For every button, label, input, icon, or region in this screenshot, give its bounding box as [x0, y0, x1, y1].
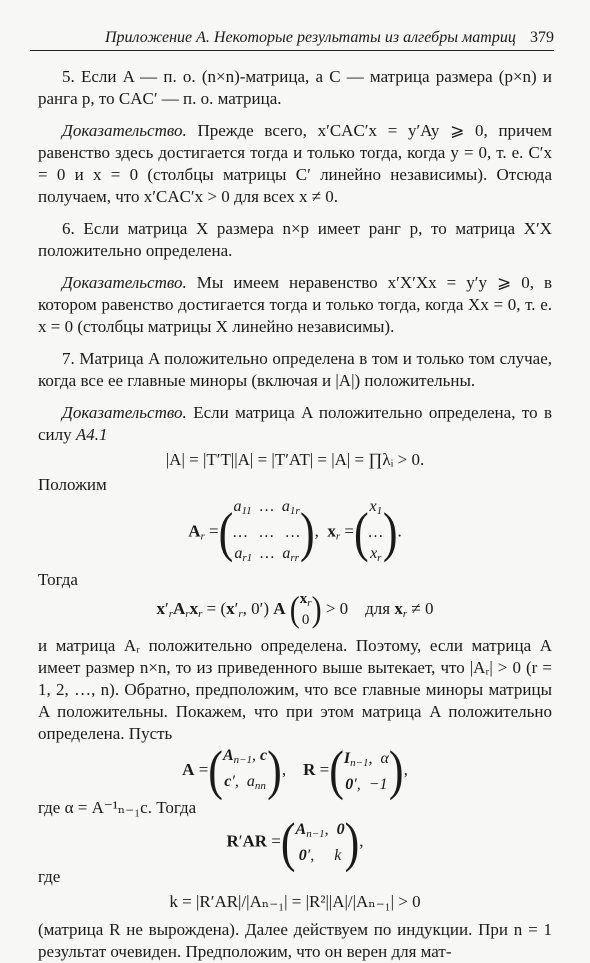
equation-quadratic-form: $x'_rA_rx_r = (x'_r$, 0′) A ($x_r$ 0) > 0 для $x_r \ne 0$ [156, 589, 434, 630]
where-2: где [38, 867, 61, 886]
proof-label: Доказательство. [62, 403, 187, 422]
where-prefix: где [38, 798, 61, 817]
main-paragraph: и матрица Aᵣ положительно определена. Поэтому, если матрица A имеет размер n×n, то из приведенного выше вытекает, что |Aᵣ| > 0 (r = 1, 2, …, n). Обратно, предположим, что все главные миноры матрицы A положительны. Покажем, что при этом матрица A положительно определена. Пусть [38, 636, 552, 743]
togda-text: Тогда [38, 570, 78, 589]
proof-6 [38, 272, 552, 338]
then-word: Тогда [156, 798, 197, 817]
condition-word: для [365, 598, 391, 618]
proof-5 [38, 120, 552, 208]
proof-5-text: Прежде всего, x′CAC′x = y′Ay ⩾ 0, причем равенство здесь достигается тогда и только тогда, когда y = 0, т. е. C′x = 0 и x = 0 (столбцы матрицы C′ линейно независимы). Отсюда получаем, что x′CAC′x > 0 для всех x ≠ 0. [38, 121, 552, 206]
running-header [30, 26, 554, 51]
equation-k: k = |R′AR|/|Aₙ₋₁| = |R²||A|/|Aₙ₋₁| > 0 [169, 892, 421, 911]
alpha-definition: α = A⁻¹ₙ₋₁c. [64, 798, 152, 817]
polozhim-text: Положим [38, 475, 107, 494]
equation-partition: $A =(A_{n-1}$, c c′, $a_{nn}$), $R =(I_{n-1}$, α 0′, −1), [182, 739, 408, 801]
proof-7-text: Если матрица A положительно определена, то в силу [38, 403, 553, 444]
proof-label: Доказательство. [62, 121, 187, 140]
statement-6: 6. Если матрица X размера n×p имеет ранг p, то матрица X′X положительно определена. [38, 219, 552, 260]
page-body [38, 66, 552, 963]
statement-5: 5. Если A — п. о. (n×n)-матрица, а C — матрица размера (p×n) и ранга p, то CAC′ — п. о. матрица. [38, 67, 552, 108]
final-paragraph: (матрица R не вырождена). Далее действуем по индукции. При n = 1 результат очевиден. Предположим, что он верен для мат- [38, 920, 552, 961]
reference: A4.1 [75, 425, 108, 444]
proof-label: Доказательство. [62, 273, 187, 292]
proof-7 [38, 402, 552, 446]
equation-transformed: $R'AR =(A_{n-1}$, 0 0′, k), [226, 811, 364, 873]
statement-7: 7. Матрица A положительно определена в том и только том случае, когда все ее главные миноры (включая и |A|) положительны. [38, 349, 552, 390]
equation-determinant: |A| = |T′T||A| = |T′AT| = |A| = ∏λᵢ > 0. [165, 450, 425, 469]
header-title: Приложение А. Некоторые результаты из алгебры матриц [105, 29, 516, 46]
equation-submatrix: $A_r =(a_{11}$ … $a_{1r}$ … … … $a_{r1}$ … $a_{rr}$), $x_r =(x_1$ … $x_r$). [188, 498, 402, 564]
proof-6-text: Мы имеем неравенство x′X′Xx = y′y ⩾ 0, в котором равенство достигается тогда и только тогда, когда Xx = 0, т. е. x = 0 (столбцы матрицы X линейно независимы). [38, 273, 552, 336]
page-number: 379 [530, 29, 554, 46]
